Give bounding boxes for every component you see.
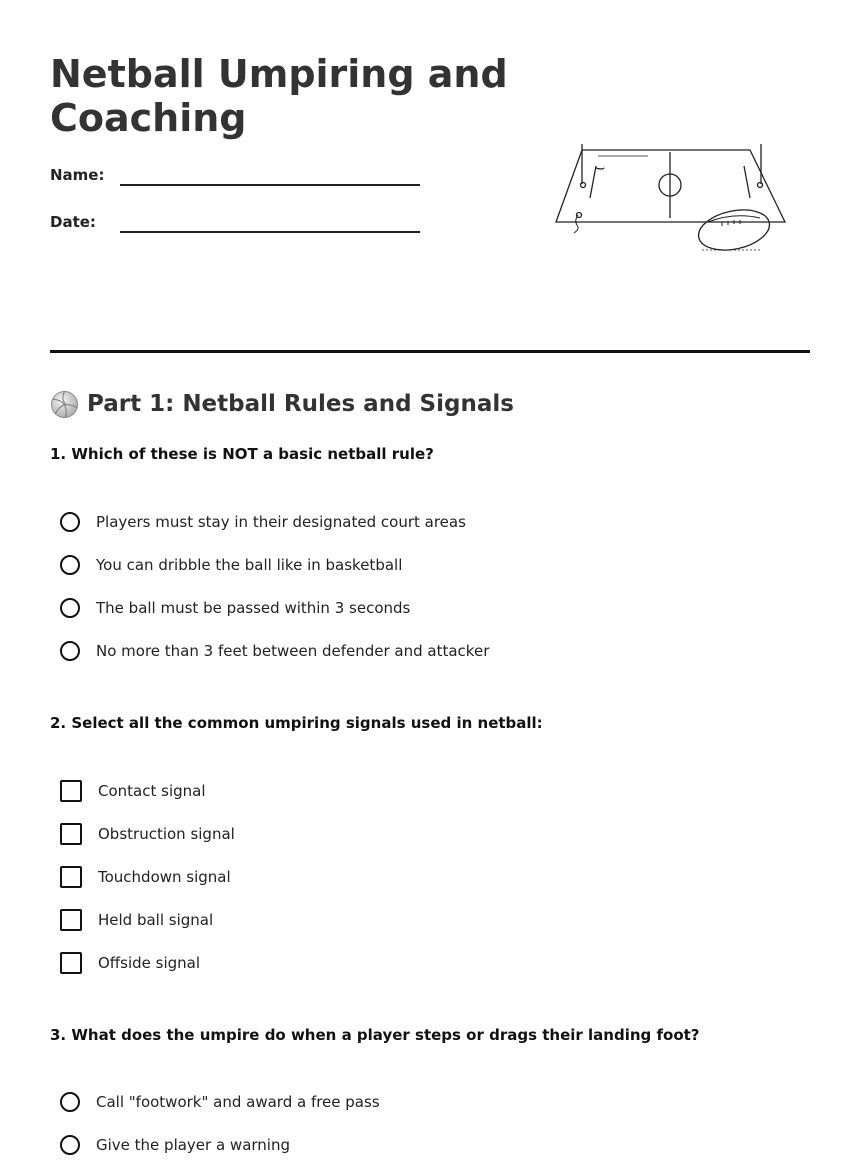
option-label: You can dribble the ball like in basketball	[96, 556, 403, 574]
checkbox[interactable]	[60, 866, 82, 888]
radio-button[interactable]	[60, 555, 80, 575]
date-field-row	[50, 213, 420, 243]
radio-button[interactable]	[60, 512, 80, 532]
checkbox[interactable]	[60, 952, 82, 974]
option-label: Touchdown signal	[98, 868, 231, 886]
checkbox[interactable]	[60, 909, 82, 931]
option-label: Contact signal	[98, 782, 206, 800]
q2-option-4[interactable]	[60, 907, 213, 933]
option-label: Players must stay in their designated court areas	[96, 513, 466, 531]
section-heading	[50, 388, 514, 420]
option-label: Held ball signal	[98, 911, 214, 929]
name-field-row	[50, 166, 420, 196]
option-label: The ball must be passed within 3 seconds	[96, 599, 411, 617]
ball	[695, 204, 773, 256]
court-and-ball-illustration	[550, 138, 790, 258]
q2-option-3[interactable]	[60, 864, 231, 890]
q3-option-2[interactable]	[60, 1132, 290, 1158]
left-goal-arc	[590, 166, 596, 198]
q1-option-2[interactable]	[60, 552, 402, 578]
radio-button[interactable]	[60, 641, 80, 661]
name-label: Name:	[50, 166, 105, 184]
date-input[interactable]	[120, 211, 420, 231]
option-label: Call "footwork" and award a free pass	[96, 1093, 380, 1111]
option-label: Obstruction signal	[98, 825, 235, 843]
option-label: Offside signal	[98, 954, 201, 972]
name-underline	[120, 184, 420, 186]
name-input[interactable]	[120, 164, 420, 184]
radio-button[interactable]	[60, 598, 80, 618]
volleyball-icon	[50, 390, 79, 419]
checkbox[interactable]	[60, 780, 82, 802]
header-divider	[50, 350, 810, 353]
radio-button[interactable]	[60, 1135, 80, 1155]
question-2-text: 2. Select all the common umpiring signals used in netball:	[50, 714, 543, 732]
date-label: Date:	[50, 213, 96, 231]
right-goal-arc	[744, 166, 750, 198]
q1-option-4[interactable]	[60, 638, 489, 664]
q2-option-2[interactable]	[60, 821, 235, 847]
option-label: No more than 3 feet between defender and attacker	[96, 642, 490, 660]
radio-button[interactable]	[60, 1092, 80, 1112]
section-title: Part 1: Netball Rules and Signals	[87, 391, 514, 417]
q1-option-3[interactable]	[60, 595, 410, 621]
question-3-text: 3. What does the umpire do when a player steps or drags their landing foot?	[50, 1026, 700, 1044]
q1-option-1[interactable]	[60, 509, 466, 535]
page-title: Netball Umpiring and Coaching	[50, 52, 508, 140]
q2-option-1[interactable]	[60, 778, 206, 804]
question-1-text: 1. Which of these is NOT a basic netball rule?	[50, 445, 434, 463]
checkbox[interactable]	[60, 823, 82, 845]
date-underline	[120, 231, 420, 233]
q3-option-1[interactable]	[60, 1089, 380, 1115]
q2-option-5[interactable]	[60, 950, 200, 976]
option-label: Give the player a warning	[96, 1136, 290, 1154]
